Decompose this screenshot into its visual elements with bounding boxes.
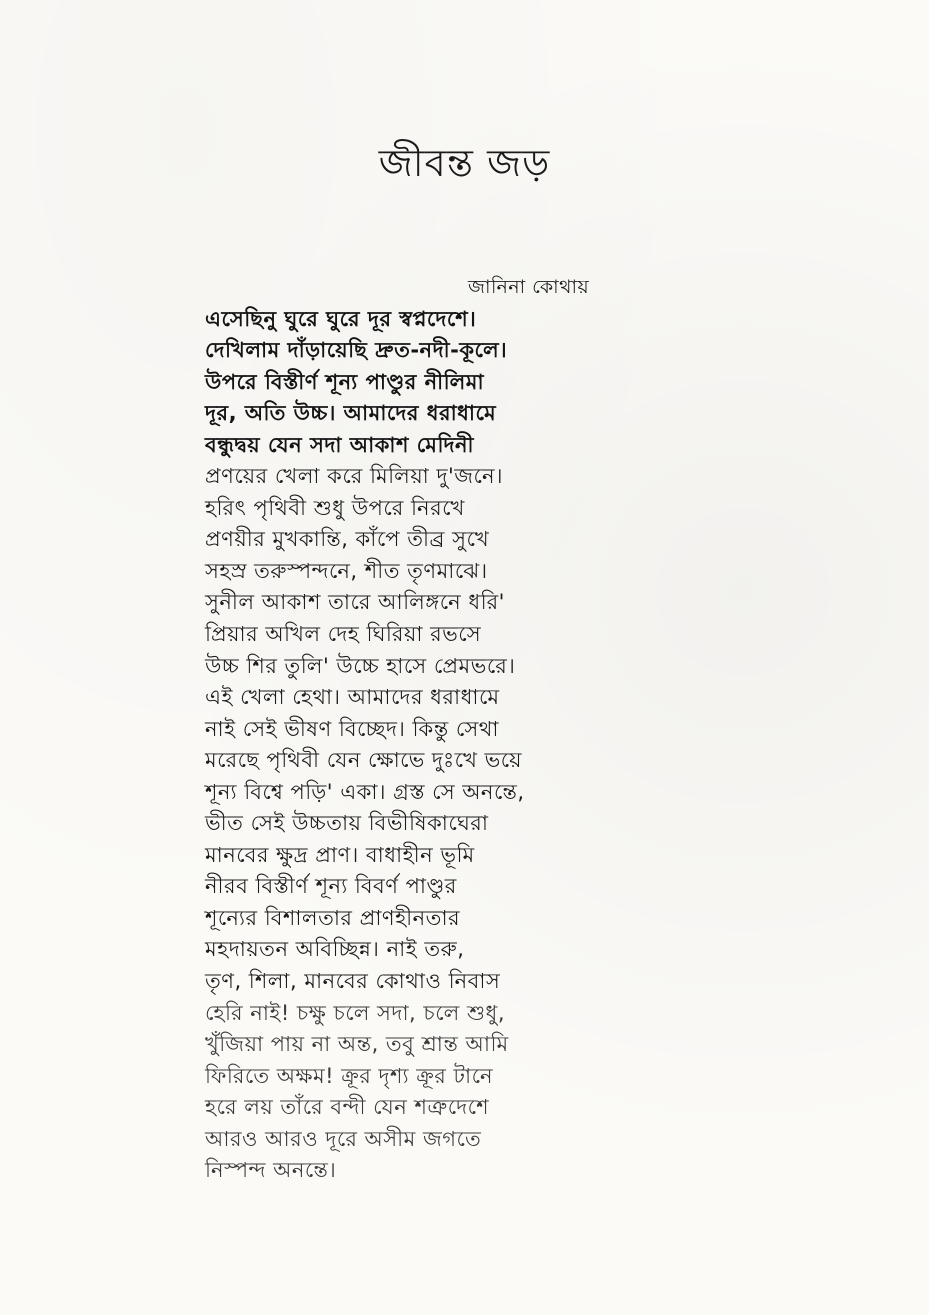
poem-line: মহদায়তন অবিচ্ছিন্ন। নাই তরু,: [205, 937, 465, 962]
poem-line: নীরব বিস্তীর্ণ শূন্য বিবর্ণ পাণ্ডুর: [205, 874, 457, 899]
poem-line: তৃণ, শিলা, মানবের কোথাও নিবাস: [205, 969, 501, 994]
poem-line: উপরে বিস্তীর্ণ শূন্য পাণ্ডুর নীলিমা: [205, 369, 485, 394]
poem-line: সহস্র তরুস্পন্দনে, শীত তৃণমাঝে।: [205, 558, 488, 583]
poem-line: নাই সেই ভীষণ বিচ্ছেদ। কিন্তু সেথা: [205, 716, 499, 741]
poem-line: দূর, অতি উচ্চ। আমাদের ধরাধামে: [205, 401, 497, 426]
poem-line: শূন্যের বিশালতার প্রাণহীনতার: [205, 905, 461, 930]
poem-line: হেরি নাই! চক্ষু চলে সদা, চলে শুধু,: [205, 1000, 506, 1025]
poem-line: প্রিয়ার অখিল দেহ ঘিরিয়া রভসে: [205, 622, 482, 647]
poem-line: জানিনা কোথায়: [468, 276, 590, 298]
poem-line: হরিৎ পৃথিবী শুধু উপরে নিরখে: [205, 495, 465, 520]
poem-line: এসেছিনু ঘুরে ঘুরে দূর স্বপ্নদেশে।: [205, 306, 477, 331]
poem-line: দেখিলাম দাঁড়ায়েছি দ্রুত-নদী-কূলে।: [205, 338, 508, 363]
poem-line: প্রণয়ের খেলা করে মিলিয়া দু'জনে।: [205, 464, 504, 489]
poem-line: বন্ধুদ্বয় যেন সদা আকাশ মেদিনী: [205, 432, 475, 457]
poem-body: [205, 272, 725, 1187]
poem-line: উচ্চ শির তুলি' উচ্চে হাসে প্রেমভরে।: [205, 653, 516, 678]
poem-line: সুনীল আকাশ তারে আলিঙ্গনে ধরি': [205, 590, 505, 615]
poem-line: মরেছে পৃথিবী যেন ক্ষোভে দুঃখে ভয়ে: [205, 748, 523, 773]
page-title: জীবন্ত জড়: [378, 141, 551, 185]
poem-line: প্রণয়ীর মুখকান্তি, কাঁপে তীব্র সুখে: [205, 527, 490, 552]
poem-line: খুঁজিয়া পায় না অন্ত, তবু শ্রান্ত আমি: [205, 1032, 509, 1057]
poem-line: হরে লয় তাঁরে বন্দী যেন শত্রুদেশে: [205, 1095, 490, 1120]
poem-line: নিস্পন্দ অনন্তে।: [205, 1158, 337, 1183]
poem-line: ভীত সেই উচ্চতায় বিভীষিকাঘেরা: [205, 811, 489, 836]
poem-line: ফিরিতে অক্ষম! ক্রূর দৃশ্য ক্রূর টানে: [205, 1063, 494, 1088]
poem-line: আরও আরও দূরে অসীম জগতে: [205, 1126, 482, 1151]
poem-line: এই খেলা হেথা। আমাদের ধরাধামে: [205, 685, 500, 710]
poem-line: মানবের ক্ষুদ্র প্রাণ। বাধাহীন ভূমি: [205, 842, 475, 867]
poem-line: শূন্য বিশ্বে পড়ি' একা। গ্রস্ত সে অনন্তে,: [205, 779, 525, 804]
